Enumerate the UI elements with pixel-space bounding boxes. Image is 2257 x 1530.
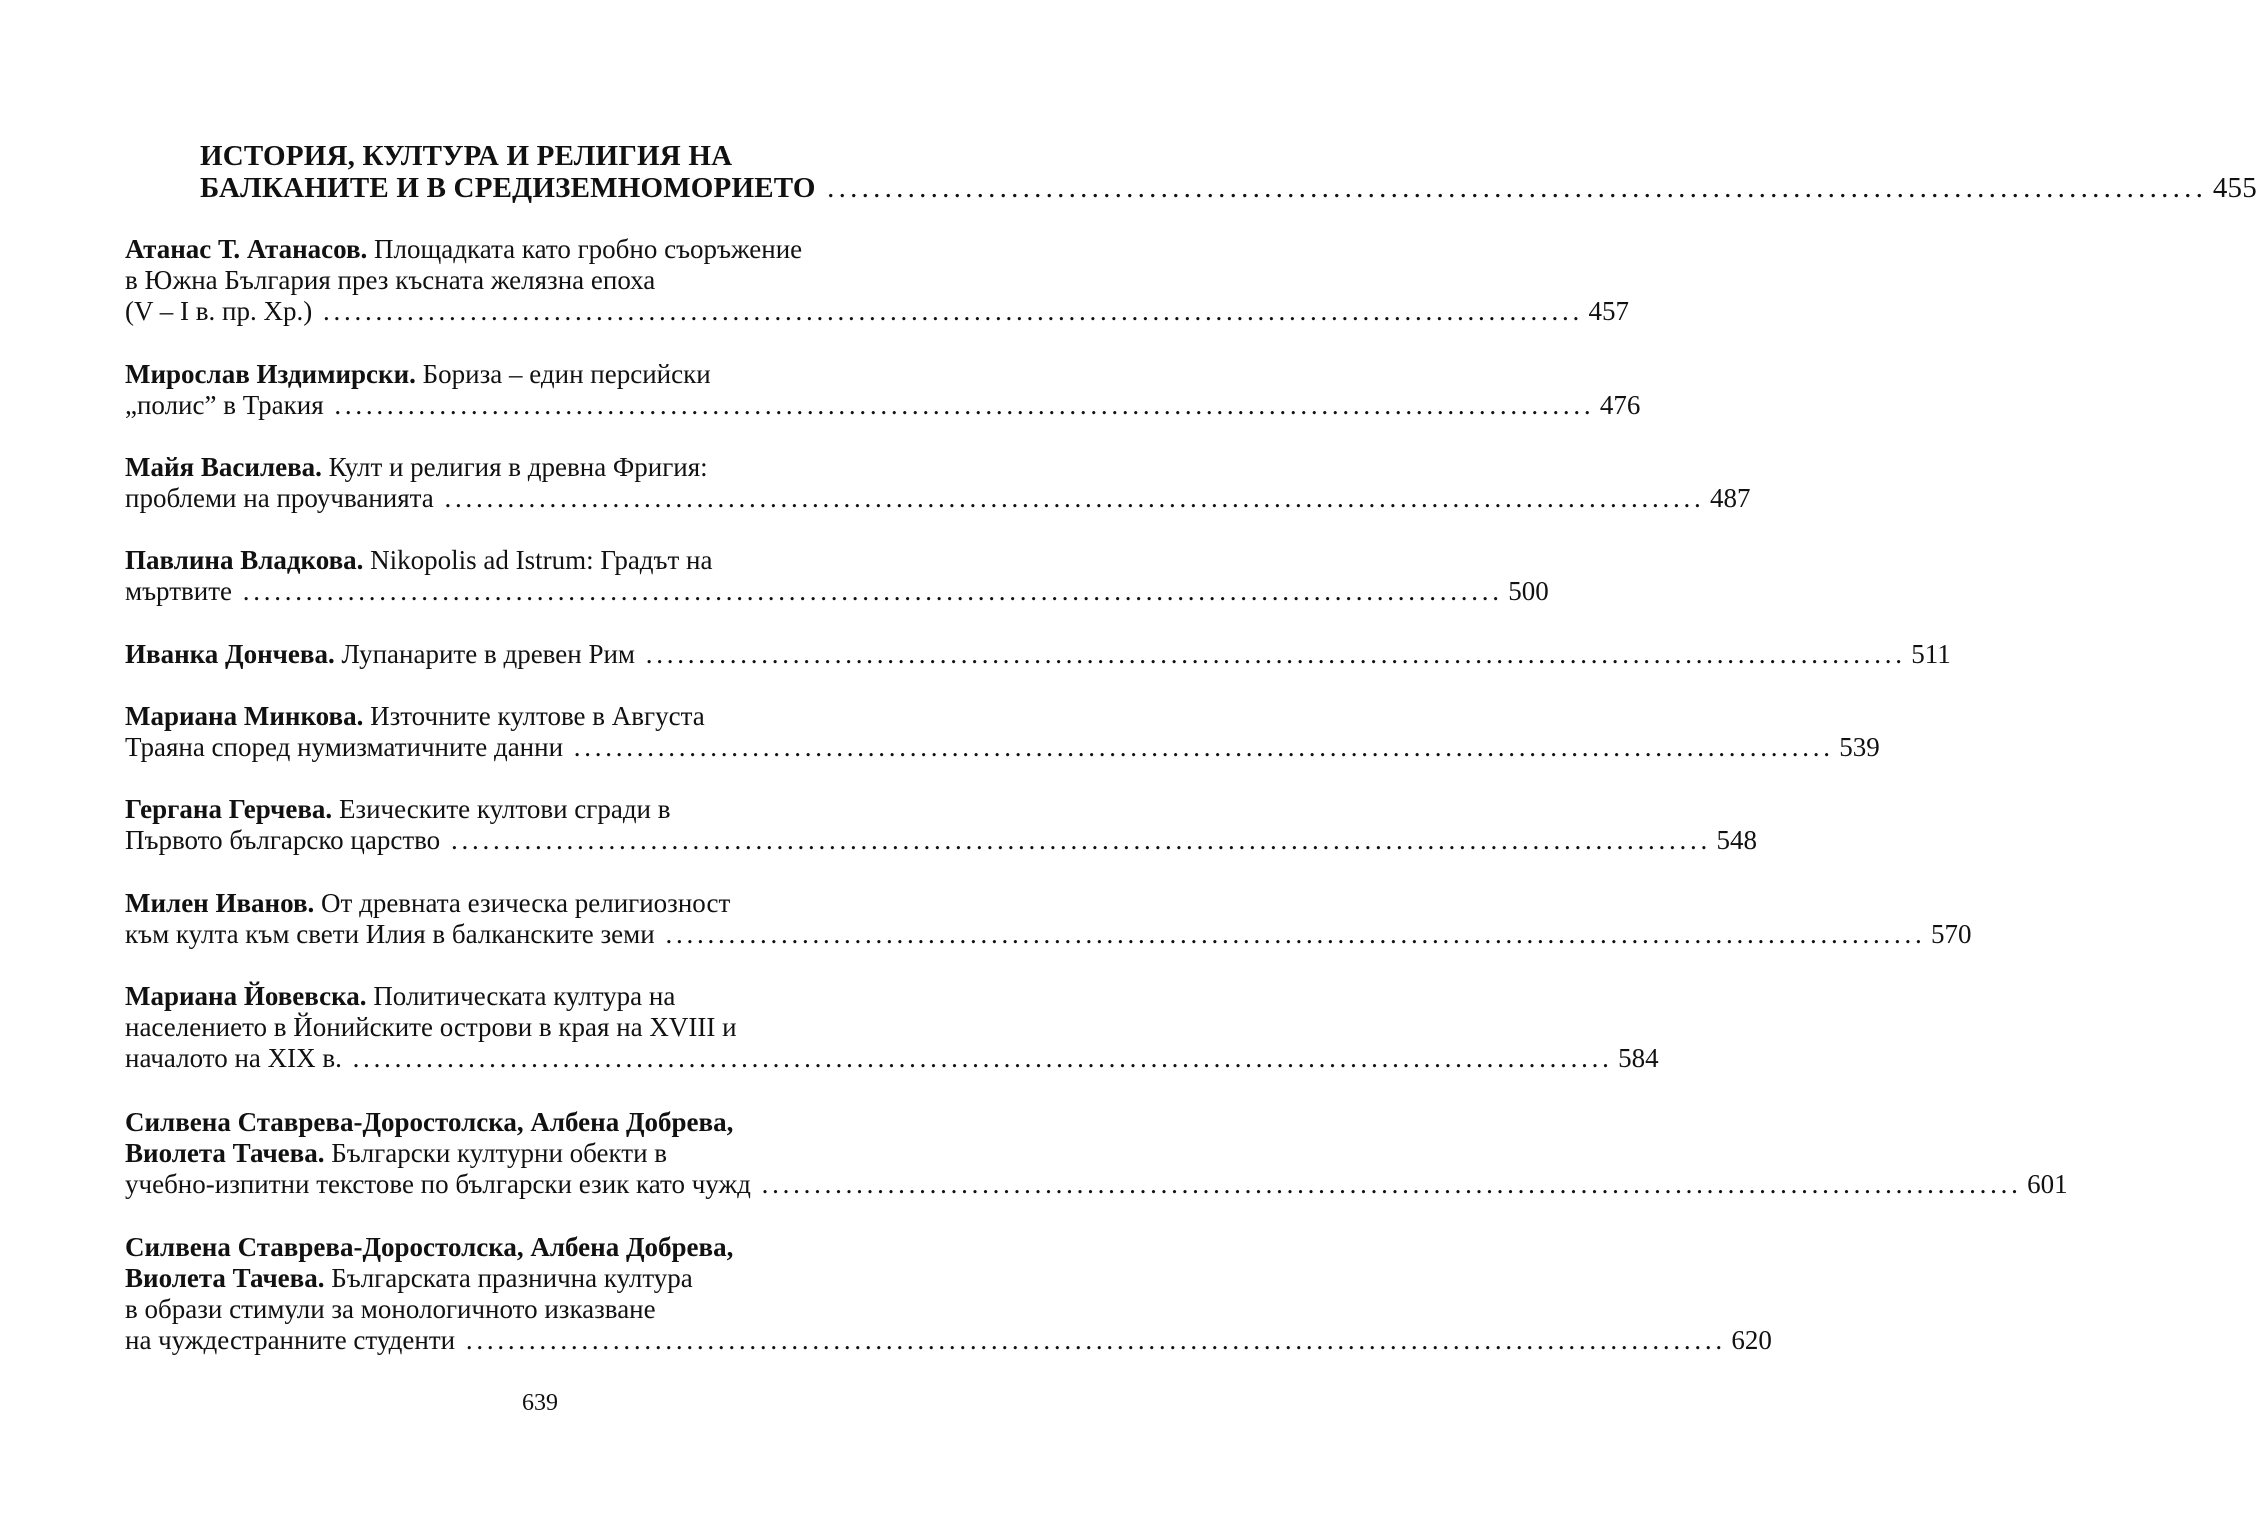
entry-last-line xyxy=(125,1325,1772,1356)
entry-last-line xyxy=(125,296,1629,327)
entry-line xyxy=(125,701,904,732)
entry-line xyxy=(125,888,904,919)
entry-page-number: 500 xyxy=(1508,576,1549,606)
leader-dots xyxy=(451,825,1706,855)
section-heading xyxy=(200,140,2257,204)
entry-title-continued: в Южна България през късната желязна епоха xyxy=(125,265,656,295)
page-number: 639 xyxy=(522,1390,558,1416)
toc-entry[interactable] xyxy=(125,701,1880,763)
entry-title: Култ и религия в древна Фригия: xyxy=(321,452,708,482)
entry-title: Лупанарите в древен Рим xyxy=(334,639,636,669)
leader-dots xyxy=(646,639,1901,669)
entry-title: Политическата култура на xyxy=(366,981,676,1011)
leader-dots xyxy=(665,919,1920,949)
entry-page-number: 487 xyxy=(1710,483,1751,513)
toc-entry[interactable] xyxy=(125,359,1641,421)
toc-entry[interactable] xyxy=(125,1232,1772,1356)
entry-page-number: 548 xyxy=(1716,825,1757,855)
entry-author: Мирослав Издимирски. xyxy=(125,359,416,389)
entry-title: Nikopolis ad Istrum: Градът на xyxy=(363,545,713,575)
toc-entry[interactable] xyxy=(125,545,1549,607)
entry-title-continued: населението в Йонийските острови в края на XVIII и xyxy=(125,1012,737,1042)
entry-title: Източните култове в Августа xyxy=(363,701,705,731)
entry-title-continued: в образи стимули за монологичното изказване xyxy=(125,1294,656,1324)
section-page-number: 455 xyxy=(2212,172,2257,204)
entry-page-number: 570 xyxy=(1930,919,1972,949)
entry-last-line xyxy=(125,732,1880,763)
entry-author: Иванка Дончева. xyxy=(125,639,335,669)
entry-page-number: 620 xyxy=(1731,1325,1772,1355)
entry-author: Виолета Тачева. xyxy=(125,1263,325,1293)
entry-title: Бориза – един персийски xyxy=(415,359,711,389)
section-title-line1: ИСТОРИЯ, КУЛТУРА И РЕЛИГИЯ НА xyxy=(200,140,733,172)
toc-entry[interactable] xyxy=(125,981,1659,1074)
entry-author: Мариана Минкова. xyxy=(125,701,364,731)
entry-last-line xyxy=(125,390,1641,421)
leader-dots xyxy=(353,1043,1608,1073)
entry-last-line xyxy=(125,639,1951,670)
entry-title: От древната езическа религиозност xyxy=(314,888,731,918)
section-title-line2-row xyxy=(200,172,2257,204)
entry-line xyxy=(125,1263,904,1294)
toc-entry[interactable] xyxy=(125,234,1629,327)
entry-title: Български културни обекти в xyxy=(324,1138,668,1168)
section-title-line2: БАЛКАНИТЕ И В СРЕДИЗЕМНОМОРИЕТО xyxy=(200,172,816,204)
entry-line xyxy=(125,794,904,825)
entry-title-end: проблеми на проучванията xyxy=(125,483,434,513)
leader-dots xyxy=(334,390,1589,420)
entry-title-end: към култа към свети Илия в балканските земи xyxy=(125,919,655,949)
entry-page-number: 601 xyxy=(2027,1169,2068,1199)
toc-entry[interactable] xyxy=(125,452,1751,514)
leader-dots xyxy=(243,576,1498,606)
entry-page-number: 476 xyxy=(1599,390,1641,420)
entry-last-line xyxy=(125,576,1549,607)
entry-last-line xyxy=(125,919,1972,950)
entry-page-number: 511 xyxy=(1911,639,1951,669)
entry-title-end: „полис” в Тракия xyxy=(125,390,324,420)
entry-last-line xyxy=(125,1169,2068,1200)
entry-authors: Силвена Ставрева-Доростолска, Албена Добрева, xyxy=(125,1107,734,1137)
entry-author: Майя Василева. xyxy=(125,452,322,482)
toc-entry[interactable] xyxy=(125,639,1951,670)
leader-dots xyxy=(323,296,1578,326)
entry-last-line xyxy=(125,825,1757,856)
entry-page-number: 584 xyxy=(1618,1043,1659,1073)
entry-title: Езическите култови сгради в xyxy=(332,794,671,824)
entry-line xyxy=(125,545,904,576)
entry-author: Милен Иванов. xyxy=(125,888,315,918)
entry-authors: Силвена Ставрева-Доростолска, Албена Добрева, xyxy=(125,1232,734,1262)
leader-dots xyxy=(827,172,2201,204)
entry-title: Българската празнична култура xyxy=(324,1263,693,1293)
entry-page-number: 457 xyxy=(1588,296,1629,326)
entry-author: Павлина Владкова. xyxy=(125,545,364,575)
entry-title-end: началото на XIX в. xyxy=(125,1043,342,1073)
entry-line xyxy=(125,234,904,265)
toc-entry[interactable] xyxy=(125,888,1972,950)
entry-title-end: учебно-изпитни текстове по български език като чужд xyxy=(125,1169,751,1199)
entry-title-end: Първото българско царство xyxy=(125,825,441,855)
leader-dots xyxy=(466,1325,1721,1355)
leader-dots xyxy=(574,732,1829,762)
entry-line xyxy=(125,1138,904,1169)
entry-page-number: 539 xyxy=(1839,732,1880,762)
entry-author: Гергана Герчева. xyxy=(125,794,333,824)
entry-author: Виолета Тачева. xyxy=(125,1138,325,1168)
entry-title-end: Траяна според нумизматичните данни xyxy=(125,732,564,762)
leader-dots xyxy=(445,483,1700,513)
entry-line xyxy=(125,452,904,483)
entry-title-end: (V – I в. пр. Хр.) xyxy=(125,296,313,326)
entry-title: Площадката като гробно съоръжение xyxy=(367,234,803,264)
entry-title-end: мъртвите xyxy=(125,576,232,606)
entry-author: Атанас Т. Атанасов. xyxy=(125,234,368,264)
toc-entry[interactable] xyxy=(125,794,1757,856)
entry-last-line xyxy=(125,483,1751,514)
entry-line xyxy=(125,359,904,390)
entry-line xyxy=(125,639,635,669)
entry-last-line xyxy=(125,1043,1659,1074)
entry-title-end: на чуждестранните студенти xyxy=(125,1325,456,1355)
entry-author: Мариана Йовевска. xyxy=(125,981,367,1011)
entry-line xyxy=(125,981,904,1012)
leader-dots xyxy=(762,1169,2017,1199)
toc-entry[interactable] xyxy=(125,1107,2068,1200)
